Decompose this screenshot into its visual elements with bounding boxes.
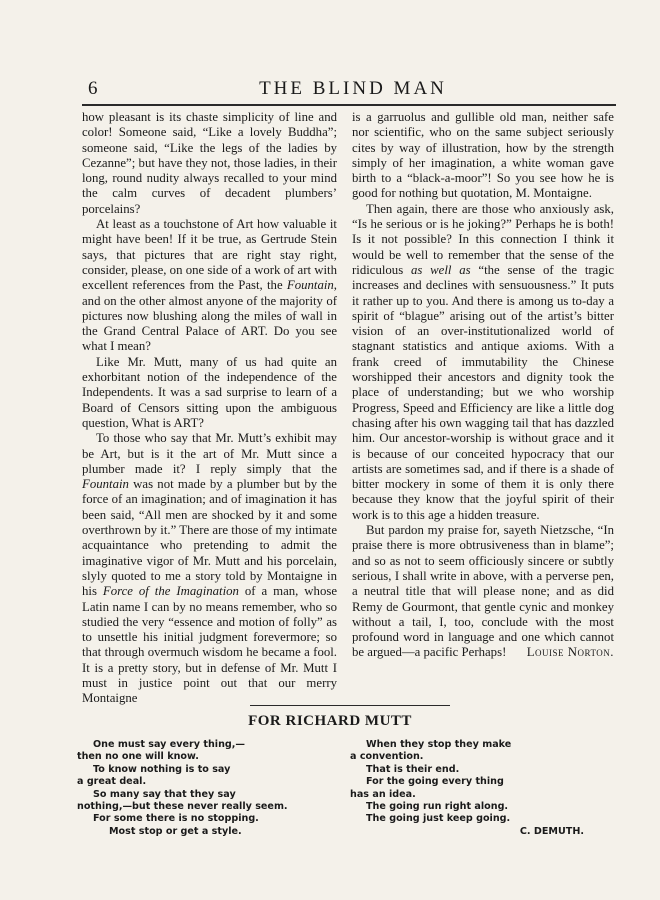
poem-line: The going just keep going. <box>366 813 511 825</box>
article-paragraph: But pardon my praise for, sayeth Nietzsche, “In praise there is more obtrusiveness than in blame”; and so as not to seem officiously sincere or subtly serious, I shall write in above, with a perverse pen, a neutral title that will please none; and as did Remy de Gourmont, that gentle cynic and monkey without a tail, I, too, conclude with the most profound word in language and one which cannot be argued—a pacific Perhaps! <box>352 523 614 660</box>
poem-line: For some there is no stopping. <box>93 813 259 825</box>
article-paragraph: At least as a touchstone of Art how valuable it might have been! If it be true, as Gertrude Stein says, that pictures that are right stay right, consider, please, on one side of a work of art with excellent references from the Past, the Fountain, and on the other almost anyone of the majority of pictures now blushing along the miles of wall in the Grand Central Palace of ART. Do you see what I mean? <box>82 217 337 354</box>
poem-line: a convention. <box>350 751 424 763</box>
poem-line: The going run right along. <box>366 801 509 813</box>
page-header <box>88 78 618 104</box>
article-column-right <box>352 110 614 661</box>
poem-line: Most stop or get a style. <box>109 825 242 837</box>
poem-line: One must say every thing,— <box>93 739 246 750</box>
poem-line: To know nothing is to say <box>93 763 231 775</box>
page-number: 6 <box>88 78 98 99</box>
header-rule <box>82 104 616 106</box>
article-column-left <box>82 110 337 707</box>
poem-line: So many say that they say <box>93 788 236 800</box>
poem-author: C. DEMUTH. <box>519 825 584 837</box>
poem-line: nothing,—but these never really seem. <box>77 801 288 813</box>
poem-column-left <box>77 739 317 838</box>
article-paragraph: To those who say that Mr. Mutt’s exhibit may be Art, but is it the art of Mr. Mutt since a plumber made it? I reply simply that the Fountain was not made by a plumber but by the force of an imagination; and of imagination it has been said, “All men are shocked by it and some overthrown by it.” There are those of my intimate acquaintance who pretending to admit the imaginative vigor of Mr. Mutt and his porcelain, slyly quoted to me a story told by Montaigne in his Force of the Imagination of a man, whose Latin name I can by no means remember, who so studied the very “essence and motion of folly” as to unsettle his initial judgment forevermore; so that through overmuch wisdom he became a fool. It is a pretty story, but in defense of Mr. Mutt I must in justice point out that our merry Montaigne <box>82 431 337 706</box>
poem-column-right <box>350 739 590 838</box>
poem-line: then no one will know. <box>77 751 199 763</box>
article-paragraph: Like Mr. Mutt, many of us had quite an exhorbitant notion of the independence of the Independents. It was a sad surprise to learn of a Board of Censors sitting upon the ambiguous question, What is ART? <box>82 354 337 430</box>
article-paragraph: is a garruolus and gullible old man, neither safe nor scientific, who on the same subject seriously cites by way of illustration, how by the strength simply of her imagination, a white woman gave birth to a “black-a-moor”! So you see how he is good for nothing but quotation, M. Montaigne. <box>352 110 614 201</box>
poem-line: For the going every thing <box>366 776 504 788</box>
poem-line: When they stop they make <box>366 739 512 750</box>
section-divider <box>250 705 450 706</box>
poem-line: has an idea. <box>350 788 416 800</box>
magazine-title: THE BLIND MAN <box>259 78 447 99</box>
article-signature: Louise Norton. <box>526 645 614 660</box>
poem-line: a great deal. <box>77 776 147 788</box>
article-paragraph: how pleasant is its chaste simplicity of line and color! Someone said, “Like a lovely Buddha”; someone said, “Like the legs of the ladies by Cezanne”; but have they not, those ladies, in their long, round nudity always recalled to your mind the calm curves of decadent plumbers’ porcelains? <box>82 110 337 216</box>
article-paragraph: Then again, there are those who anxiously ask, “Is he serious or is he joking?” Perhaps he is both! Is it not possible? In this connection I think it would be well to remember that the sense of the ridiculous as well as “the sense of the tragic increases and declines with sensuousness.” It puts it rather up to you. And there is among us to-day a spirit of “blague” arising out of the artist’s bitter vision of an over-institutionalized world of stagnant statistics and antique axioms. With a frank creed of immutability the Chinese worshipped their ancestors and dignity took the place of understanding; but we who worship Progress, Speed and Efficiency are like a little dog chasing after his own wagging tail that has dazzled him. Our ancestor-worship is without grace and it is because of our conceited hypocracy that our artists are sometimes sad, and if there is a shade of bitter mockery in some of them it is only there because they know that the joyful spirit of their work is to this age a hidden treasure. <box>352 201 614 522</box>
poem-title: FOR RICHARD MUTT <box>248 713 412 729</box>
poem-line: That is their end. <box>366 763 460 775</box>
